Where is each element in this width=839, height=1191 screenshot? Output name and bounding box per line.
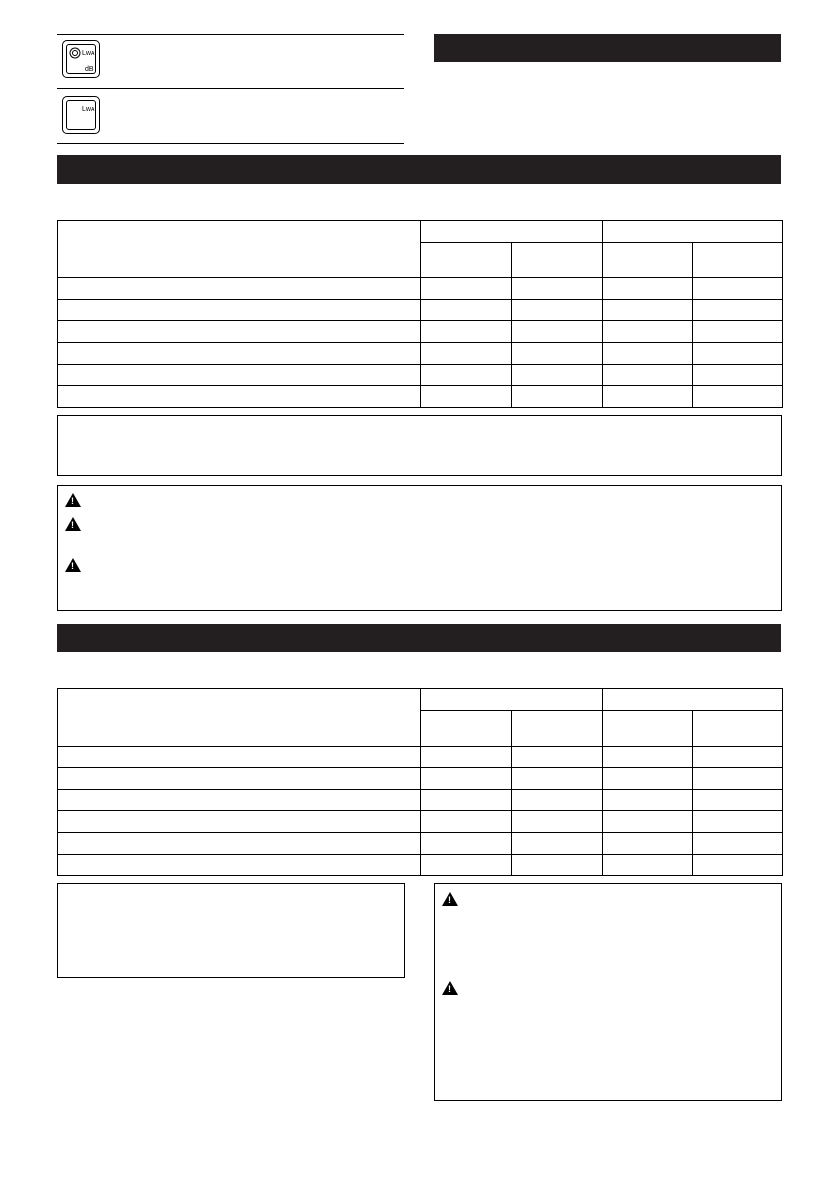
table-header-cell	[512, 711, 603, 747]
filter-icon	[62, 40, 100, 78]
table-header-cell	[693, 243, 783, 278]
filter-icon-label: Lᴡᴀ	[82, 50, 95, 57]
table-row	[58, 833, 783, 855]
level-icon	[62, 96, 100, 134]
table-header-cell	[421, 711, 512, 747]
table-header-cell	[693, 711, 783, 747]
warning-icon	[65, 493, 81, 507]
table-header-cell	[421, 221, 603, 243]
table-row	[58, 300, 783, 321]
spiral-icon	[69, 47, 81, 59]
table-header-cell	[603, 243, 693, 278]
table-header-row	[58, 689, 783, 711]
table-row	[58, 747, 783, 768]
note-box-2	[57, 883, 405, 978]
table-header-cell	[58, 221, 421, 278]
table-header-cell	[603, 221, 783, 243]
table-header-cell	[421, 689, 603, 711]
table-header-cell	[603, 689, 783, 711]
table-row	[58, 386, 783, 408]
table-header-cell	[421, 243, 512, 278]
table-header-row	[58, 221, 783, 243]
warning-box-2	[434, 883, 782, 1101]
section-bar-right	[434, 34, 781, 62]
table-row	[58, 278, 783, 300]
warning-icon	[442, 981, 458, 995]
top-rule-3	[57, 143, 404, 144]
section-bar-2	[57, 624, 781, 652]
warning-icon	[65, 517, 81, 531]
table-header-cell	[512, 243, 603, 278]
table-row	[58, 811, 783, 833]
table-row	[58, 321, 783, 343]
note-box-1	[57, 415, 782, 476]
warning-icon	[65, 558, 81, 572]
table-row	[58, 855, 783, 876]
warning-icon	[442, 892, 458, 906]
table-row	[58, 790, 783, 811]
top-rule-1	[57, 34, 404, 35]
table-row	[58, 768, 783, 790]
section-bar-1	[57, 155, 781, 184]
level-icon-label: Lᴡᴀ	[82, 106, 95, 113]
table-header-cell	[58, 689, 421, 747]
spec-table-2	[57, 688, 783, 876]
table-row	[58, 365, 783, 386]
warning-box-1	[57, 485, 782, 611]
spec-table-1	[57, 220, 783, 408]
top-rule-2	[57, 88, 404, 89]
table-row	[58, 343, 783, 365]
level-icon-frame	[66, 100, 96, 130]
table-header-cell	[603, 711, 693, 747]
filter-icon-sub: dB	[85, 66, 94, 73]
